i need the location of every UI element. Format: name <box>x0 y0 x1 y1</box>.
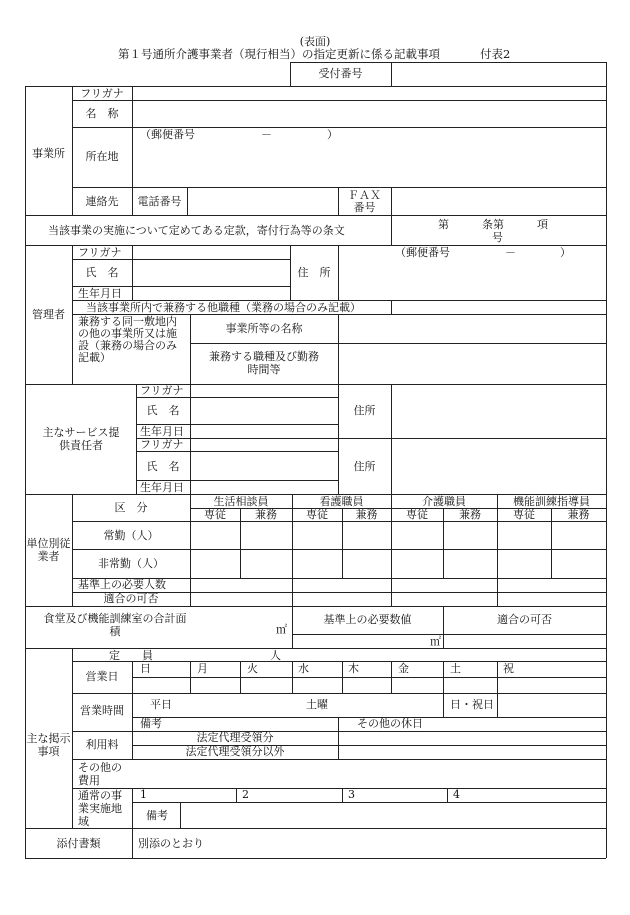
day-col-5 <box>391 661 392 693</box>
day-col-2 <box>240 661 241 693</box>
day-col-6 <box>443 661 444 693</box>
facility-job-label: 兼務する職種及び勤務時間等 <box>209 350 319 376</box>
area-label: 食堂及び機能訓練室の合計面積 <box>43 612 187 638</box>
provider1-birth-label: 生年月日 <box>140 425 184 438</box>
staff-col-caregiver: 介護職員 <box>422 495 466 508</box>
form-title: 第１号通所介護事業者（現行相当）の指定更新に係る記載事項 <box>118 47 440 61</box>
manager-name-label: 氏 名 <box>85 266 119 279</box>
day-sat: 土 <box>450 662 461 675</box>
staff-full-2: 専従 <box>306 508 328 521</box>
provider2-name-label: 氏 名 <box>146 460 180 473</box>
day-sun: 日 <box>140 662 151 675</box>
area-col-0 <box>132 788 133 828</box>
fees-nonlegal-label: 法定代理受領分以外 <box>185 745 285 758</box>
provider2-address-label: 住所 <box>353 460 376 473</box>
staff-full-3: 専従 <box>406 508 428 521</box>
staff-col-counselor: 生活相談員 <box>213 495 269 508</box>
office-section-label: 事業所 <box>32 147 65 160</box>
provider-divider-2 <box>190 384 191 494</box>
days-bottom <box>72 693 606 694</box>
staff-full-4: 専従 <box>513 508 535 521</box>
staff-part-2: 兼務 <box>355 508 378 521</box>
hours-col-holiday-1 <box>443 693 444 717</box>
office-line-3 <box>72 187 606 188</box>
area-required-label: 基準上の必要数値 <box>323 613 412 626</box>
area-line <box>292 634 606 635</box>
office-name-label: 名 称 <box>85 107 119 120</box>
office-furigana-label: フリガナ <box>80 87 124 100</box>
area-col-3 <box>447 788 448 802</box>
staff-compliance-label: 適合の可否 <box>103 592 159 605</box>
provider-divider-1 <box>136 384 137 494</box>
staff-part-4: 兼務 <box>567 508 590 521</box>
frame-bottom <box>25 858 606 859</box>
fax-divider-2 <box>391 187 392 215</box>
manager-birth-label: 生年月日 <box>78 287 122 300</box>
staff-parttime-label: 非常勤（人） <box>98 557 164 570</box>
service-area-remarks-label: 備考 <box>146 809 168 822</box>
provider1-furigana-label: フリガナ <box>140 384 184 397</box>
notice-section-label: 主な掲示事項 <box>26 732 71 758</box>
hours-weekday-label: 平日 <box>150 698 172 711</box>
day-col-7 <box>497 661 498 693</box>
hours-holiday-label: 日・祝日 <box>450 698 494 711</box>
receipt-number-label: 受付番号 <box>318 67 363 80</box>
other-fees-bottom <box>72 788 606 789</box>
service-area-4: 4 <box>453 788 460 801</box>
facility-divider-2 <box>338 314 339 384</box>
area-col-2 <box>342 788 343 802</box>
attach-value: 別添のとおり <box>138 837 204 850</box>
provider-line-4 <box>136 451 338 452</box>
receipt-mid-line <box>391 62 392 86</box>
provider1-name-label: 氏 名 <box>146 404 180 417</box>
area-divider-2 <box>443 606 444 648</box>
other-holiday-label: その他の休日 <box>357 717 423 730</box>
receipt-right-line <box>606 62 607 86</box>
staff-division-label: 区 分 <box>114 501 148 514</box>
manager-section-label: 管理者 <box>32 308 65 321</box>
phone-divider <box>187 187 188 215</box>
day-mon: 月 <box>197 662 208 675</box>
day-thu: 木 <box>348 662 359 675</box>
receipt-top-line <box>290 62 607 63</box>
fees-legal-label: 法定代理受領分 <box>196 731 274 744</box>
attach-label: 添付書類 <box>56 837 101 850</box>
office-line-1 <box>72 100 606 101</box>
hours-divider <box>132 693 133 731</box>
staff-required-label: 基準上の必要人数 <box>78 578 166 591</box>
manager-other-job-label: 当該事業所内で兼務する他職種（業務の場合のみ記載） <box>86 301 361 314</box>
manager-inner-divider <box>132 245 133 300</box>
staff-part-1: 兼務 <box>255 508 277 521</box>
area-unit-2: ㎡ <box>430 635 441 648</box>
staff-line-1 <box>72 521 606 522</box>
area-divider-1 <box>292 606 293 648</box>
hours-remarks-label: 備考 <box>140 717 162 730</box>
staff-col-trainer: 機能訓練指導員 <box>513 495 590 508</box>
staff-part-3: 兼務 <box>459 508 481 521</box>
notice-fees-label: 利用料 <box>85 738 119 751</box>
staff-section-label: 単位別従業者 <box>26 537 71 563</box>
facility-line <box>190 343 606 344</box>
staff-col-nurse: 看護職員 <box>319 495 364 508</box>
staff-fulltime-label: 常勤（人） <box>103 529 159 542</box>
day-col-4 <box>342 661 343 693</box>
staff-bottom <box>25 606 606 607</box>
day-col-1 <box>190 661 191 693</box>
service-area-3: 3 <box>348 788 355 801</box>
office-postal-code: （郵便番号 － ） <box>140 128 338 141</box>
annex-label: 付表2 <box>480 47 511 61</box>
front-side-label: (表面) <box>299 35 331 48</box>
article-number: 第 条第 項 <box>438 218 548 231</box>
provider-line-3 <box>136 438 606 439</box>
service-area-1: 1 <box>140 788 147 801</box>
day-holiday: 祝 <box>503 662 514 675</box>
provider2-furigana-label: フリガナ <box>140 438 184 451</box>
notice-person-unit: 人 <box>270 649 281 662</box>
manager-address-label: 住 所 <box>297 266 331 279</box>
manager-addr-divider-2 <box>338 245 339 300</box>
service-area-2: 2 <box>242 788 249 801</box>
day-tue: 火 <box>247 662 258 675</box>
manager-bottom <box>25 384 606 385</box>
manager-postal-code: （郵便番号 － ） <box>395 246 571 259</box>
manager-other-facility-label: 兼務する同一敷地内の他の事業所又は施設（兼務の場合のみ記載） <box>78 315 177 364</box>
notice-capacity-label: 定 員 <box>109 649 153 662</box>
office-contact-label: 連絡先 <box>85 195 119 208</box>
office-line-4 <box>25 215 606 216</box>
remarks-divider <box>338 717 339 731</box>
notice-service-area-label: 通常の事業実施地域 <box>78 789 122 828</box>
day-fri: 金 <box>398 662 409 675</box>
notice-open-days-label: 営業日 <box>85 670 119 683</box>
office-address-label: 所在地 <box>85 150 119 163</box>
provider-divider-4 <box>391 384 392 494</box>
provider-section-label: 主なサービス提供責任者 <box>42 426 120 452</box>
article-item: 号 <box>492 231 503 244</box>
provider1-address-label: 住所 <box>353 404 376 417</box>
staff-full-1: 専従 <box>204 508 226 521</box>
articles-divider <box>391 215 392 245</box>
area-unit: ㎡ <box>276 623 287 636</box>
day-wed: 水 <box>298 662 309 675</box>
service-area-remarks-divider <box>180 802 181 828</box>
notice-open-hours-label: 営業時間 <box>80 704 124 717</box>
manager-furigana-label: フリガナ <box>78 246 122 259</box>
hours-saturday-label: 土曜 <box>306 698 328 711</box>
articles-label: 当該事業の実施について定めてある定款，寄付行為等の条文 <box>48 224 345 237</box>
fees-bottom <box>72 759 606 760</box>
other-job-divider <box>391 300 392 314</box>
days-mid-line <box>132 677 606 678</box>
frame-right <box>606 86 607 858</box>
area-col-1 <box>236 788 237 802</box>
office-fax-label: ＦＡＸ 番号 <box>348 189 381 214</box>
office-phone-label: 電話番号 <box>137 195 182 208</box>
provider-divider-3 <box>338 384 339 494</box>
manager-line-1 <box>72 259 290 260</box>
provider-line-1 <box>136 397 338 398</box>
day-col-3 <box>292 661 293 693</box>
area-compliance-label: 適合の可否 <box>497 613 552 626</box>
attach-divider <box>132 828 133 858</box>
facility-name-label: 事業所等の名称 <box>225 322 303 335</box>
hours-col-holiday-2 <box>497 693 498 717</box>
staff-line-2 <box>72 549 606 550</box>
notice-bottom <box>25 828 606 829</box>
provider2-birth-label: 生年月日 <box>140 481 184 494</box>
service-area-line <box>132 802 606 803</box>
notice-other-fees-label: その他の費用 <box>78 761 122 787</box>
